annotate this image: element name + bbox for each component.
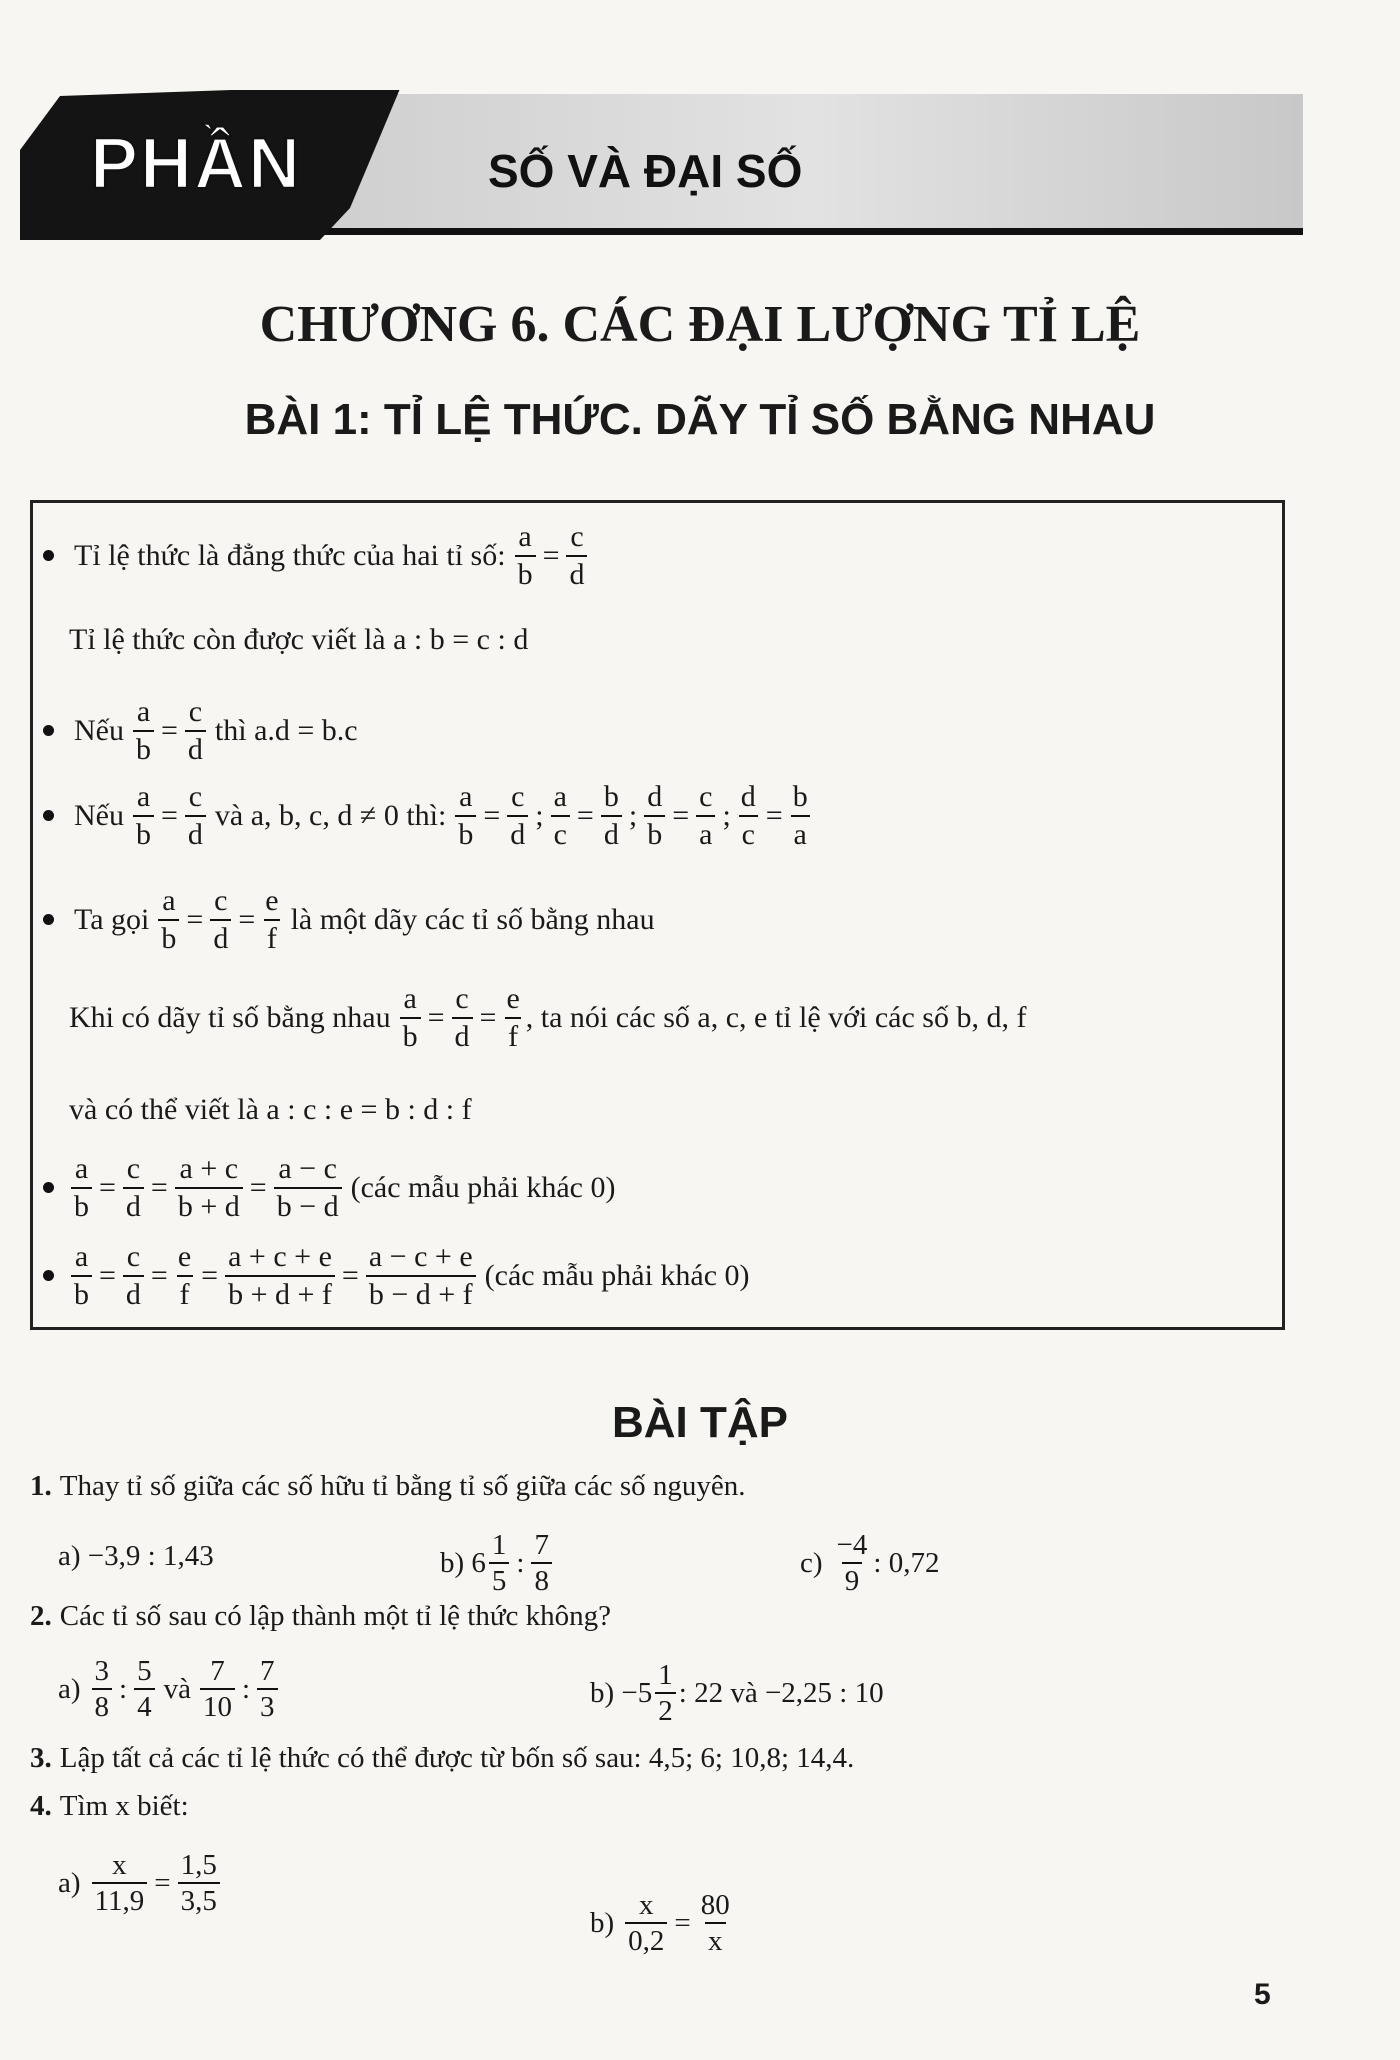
exercise-text: Thay tỉ số giữa các số hữu tỉ bằng tỉ số giữa các số nguyên. [59,1470,746,1502]
exercise-1b: b) 6 $\frac{1}{5}$ : $\frac{7}{8}$ [440,1530,555,1597]
exercise-3 [30,1742,854,1775]
theory-line-3: Nếu $\frac{a}{b}$ = $\frac{c}{d}$ thì a.d = b.c [43,696,364,765]
fraction: $\frac{c}{a}$ [696,781,715,850]
fraction: $\frac{d}{b}$ [644,781,665,850]
text: Nếu [74,713,124,747]
theory-line-8: $\frac{a}{b}$ = $\frac{c}{d}$ = $\frac{a + c}{b + d}$ = $\frac{a - c}{b - d}$ (các mẫu phải khác 0) [43,1153,621,1222]
text: và a, b, c, d ≠ 0 thì: [214,798,447,832]
bullet-icon [43,550,54,561]
exercise-text: Lập tất cả các tỉ lệ thức có thể được từ bốn số sau: 4,5; 6; 10,8; 14,4. [59,1742,855,1774]
fraction: $\frac{a}{b}$ [133,781,154,850]
text: là một dãy các tỉ số bằng nhau [290,902,655,936]
part-title: SỐ VÀ ĐẠI SỐ [488,145,803,197]
part-word: PHẦN [90,124,303,204]
text: , ta nói các số a, c, e tỉ lệ với các số b, d, f [525,1000,1027,1034]
text: và có thể viết là a : c : e = b : d : f [69,1093,472,1126]
exercise-4a: a) $\frac{x}{11,9}$ = $\frac{1,5}{3,5}$ [58,1850,223,1917]
theory-box [30,500,1285,1330]
exercises-title: BÀI TẬP [612,1398,788,1447]
theory-line-1 [43,521,590,590]
text: Tỉ lệ thức còn được viết là a : b = c : d [69,623,529,656]
exercise-4b: b) $\frac{x}{0,2}$ = $\frac{80}{x}$ [590,1889,730,1958]
text: Nếu [74,798,124,832]
fraction: $\frac{d}{c}$ [738,781,759,850]
exercise-number: 4. [30,1790,52,1822]
theory-line-2 [69,623,528,657]
fraction: $\frac{b}{d}$ [601,781,622,850]
text: Tỉ lệ thức là đẳng thức của hai tỉ số: [74,538,506,572]
fraction: $\frac{c}{d}$ [566,521,587,590]
equals: = [542,538,560,572]
exercise-2b: b) −5 $\frac{1}{2}$ : 22 và −2,25 : 10 [590,1659,884,1728]
fraction: $\frac{c}{d}$ [185,781,206,850]
theory-line-4: Nếu $\frac{a}{b}$ = $\frac{c}{d}$ và a, b, c, d ≠ 0 thì: $\frac{a}{b}$ = $\frac{c}{d}$ ; $\frac{a}{c}$ = $\frac{b}{d}$ ; $\frac{d}{b}$ = $\frac{c}{a}$ ; $\frac{d}{c}$ = $\frac{b}{a}$ [43,781,814,850]
exercise-4 [30,1790,189,1823]
exercise-2a: a) $\frac{3}{8}$ : $\frac{5}{4}$ và $\frac{7}{10}$ : $\frac{7}{3}$ [58,1656,281,1723]
text: thì a.d = b.c [214,713,358,747]
bullet-icon [43,810,54,821]
exercise-text: Các tỉ số sau có lập thành một tỉ lệ thức không? [59,1600,612,1632]
chapter-title: CHƯƠNG 6. CÁC ĐẠI LƯỢNG TỈ LỆ [259,296,1141,353]
fraction: $\frac{a}{b}$ [455,781,476,850]
text: Khi có dãy tỉ số bằng nhau [69,1000,391,1034]
bullet-icon [43,914,54,925]
fraction: $\frac{a}{b}$ [515,521,536,590]
text: (các mẫu phải khác 0) [484,1258,750,1292]
exercise-1c: c) $\frac{-4}{9}$ : 0,72 [800,1529,940,1598]
theory-line-5: Ta gọi $\frac{a}{b}$ = $\frac{c}{d}$ = $\frac{e}{f}$ là một dãy các tỉ số bằng nhau [43,885,661,954]
text: Ta gọi [74,902,150,936]
text: (các mẫu phải khác 0) [350,1170,616,1204]
fraction: $\frac{c}{d}$ [507,781,528,850]
bullet-icon [43,725,54,736]
lesson-title: BÀI 1: TỈ LỆ THỨC. DÃY TỈ SỐ BẰNG NHAU [244,395,1156,444]
exercise-number: 3. [30,1742,52,1774]
bullet-icon [43,1270,54,1281]
theory-line-7 [69,1093,472,1127]
exercise-number: 1. [30,1470,52,1502]
exercise-number: 2. [30,1600,52,1632]
page-number: 5 [1254,1978,1271,2011]
fraction: $\frac{c}{d}$ [185,696,206,765]
exercise-1 [30,1470,746,1503]
exercise-1a: a) −3,9 : 1,43 [58,1540,214,1572]
fraction: $\frac{a}{b}$ [133,696,154,765]
fraction: $\frac{b}{a}$ [790,781,811,850]
exercise-2 [30,1600,611,1633]
exercise-text: Tìm x biết: [59,1790,189,1822]
bullet-icon [43,1182,54,1193]
theory-line-6: Khi có dãy tỉ số bằng nhau $\frac{a}{b}$ = $\frac{c}{d}$ = $\frac{e}{f}$ , ta nói các số a, c, e tỉ lệ với các số b, d, f [69,982,1027,1053]
theory-line-9: $\frac{a}{b}$ = $\frac{c}{d}$ = $\frac{e}{f}$ = $\frac{a + c + e}{b + d + f}$ = $\frac{a - c + e}{b - d + f}$ (các mẫu phải khác 0) [43,1241,756,1310]
fraction: $\frac{a}{c}$ [551,781,570,850]
